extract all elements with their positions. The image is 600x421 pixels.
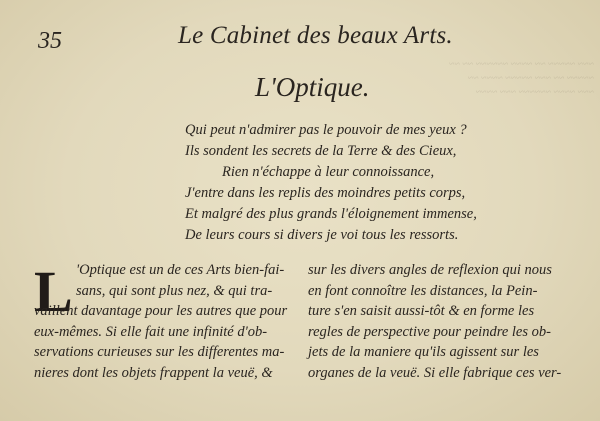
text-line: 'Optique est un de ces Arts bien-fai-: [76, 262, 285, 278]
running-title: Le Cabinet des beaux Arts.: [178, 22, 453, 49]
text-line: vaillent davantage pour les autres que pour: [34, 303, 288, 319]
text-line: eux-mêmes. Si elle fait une infinité d'ob-: [34, 323, 268, 340]
section-title: L'Optique.: [255, 72, 370, 102]
left-column: [34, 260, 296, 383]
text-line: sur les divers angles de reflexion qui nous: [308, 262, 552, 278]
verse-line: Et malgré des plus grands l'éloignement immense,: [185, 206, 477, 222]
text-line: organes de la veuë. Si elle fabrique ces ver-: [308, 364, 562, 381]
text-line: jets de la maniere qu'ils agissent sur les: [308, 344, 539, 360]
drop-cap: L: [34, 259, 73, 324]
verse-line: De leurs cours si divers je voi tous les ressorts.: [185, 227, 459, 243]
text-line: servations curieuses sur les differentes ma-: [34, 344, 285, 360]
text-line: sans, qui sont plus nez, & qui tra-: [76, 282, 273, 299]
verse-line: Qui peut n'admirer pas le pouvoir de mes yeux ?: [185, 122, 467, 138]
text-line: nieres dont les objets frappent la veuë, &: [34, 364, 273, 381]
page-number: 35: [38, 28, 62, 54]
verse-line: Ils sondent les secrets de la Terre & des Cieux,: [185, 143, 457, 159]
text-line: regles de perspective pour peindre les ob-: [308, 323, 551, 340]
text-line: en font connoître les distances, la Pein-: [308, 282, 538, 299]
verse-line: J'entre dans les replis des moindres petits corps,: [185, 185, 466, 201]
right-column: [308, 260, 566, 383]
verse-line: Rien n'échappe à leur connoissance,: [222, 164, 435, 180]
text-line: ture s'en saisit aussi-tôt & en forme les: [308, 303, 535, 319]
show-through-text: ~~~ ~~~~~ ~~ ~~~~ ~~~~~~ ~~ ~~ ~~~~~ ~~ ~~~ ~~~~~ ~~~~ ~~ ~~~ ~~~~ ~~~~~~ ~~~ ~~~~: [449, 59, 594, 98]
